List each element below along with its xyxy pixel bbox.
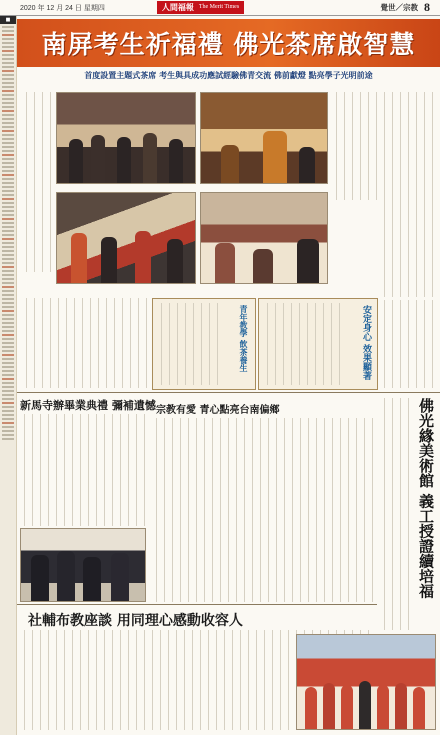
sinma-headline: 新馬寺辦畢業典禮 彌補遺憾 — [20, 399, 156, 412]
lead-photo-tea-ceremony — [200, 192, 328, 284]
art-center-article-text — [380, 398, 414, 630]
section-divider — [17, 392, 440, 393]
lead-left-caption-text — [22, 92, 54, 272]
lead-headline: 南屏考生祈福禮 佛光茶席啟智慧 — [41, 30, 416, 59]
lead-photo-lamp-offering — [56, 192, 196, 284]
art-center-photo-volunteers — [296, 634, 436, 730]
lead-photo-prayer-ceremony — [56, 92, 196, 184]
lead-subheadline: 首度設置主題式茶席 考生與具成功應試經驗佛青交流 佛前獻燈 點亮學子光明前途 — [84, 71, 373, 80]
lead-lower-right-text — [380, 300, 436, 388]
index-strip-header: ■ — [0, 16, 16, 24]
newspaper-logo-english: The Merit Times — [199, 1, 244, 14]
zongjiao-article-text — [152, 418, 378, 602]
social-headline: 社輔布教座談 用同理心感動收容人 — [28, 613, 243, 629]
masthead — [0, 0, 440, 16]
sinma-photo-graduation — [20, 528, 146, 602]
newspaper-logo: 人間福報 — [157, 1, 199, 14]
tea-box-headline: 安定身心 效果顯著 — [361, 305, 371, 381]
lead-right-article-text — [380, 92, 436, 297]
sidebar-box-tea — [258, 298, 378, 390]
lead-photo-monastic-blessing — [200, 92, 328, 184]
page-number: 8 — [424, 0, 430, 14]
lead-headline-banner — [17, 19, 440, 67]
zongjiao-headline: 宗教有愛 青心點亮台南偏鄉 — [156, 405, 280, 416]
lead-mid-article-text — [332, 92, 378, 200]
sidebar-box-youth — [152, 298, 256, 390]
section-divider-lower — [17, 604, 377, 605]
index-strip-lines — [0, 24, 16, 444]
youth-box-headline: 青年教學 飲茶養生 — [239, 305, 248, 372]
index-strip — [0, 16, 17, 735]
sinma-article-text — [20, 414, 146, 526]
lead-lower-left-text — [22, 298, 150, 388]
issue-date: 2020 年 12 月 24 日 星期四 — [20, 4, 105, 12]
art-center-headline: 佛光緣美術館 義工授證續培福 — [417, 398, 435, 599]
section-name: 覺世／宗教 — [380, 3, 418, 12]
